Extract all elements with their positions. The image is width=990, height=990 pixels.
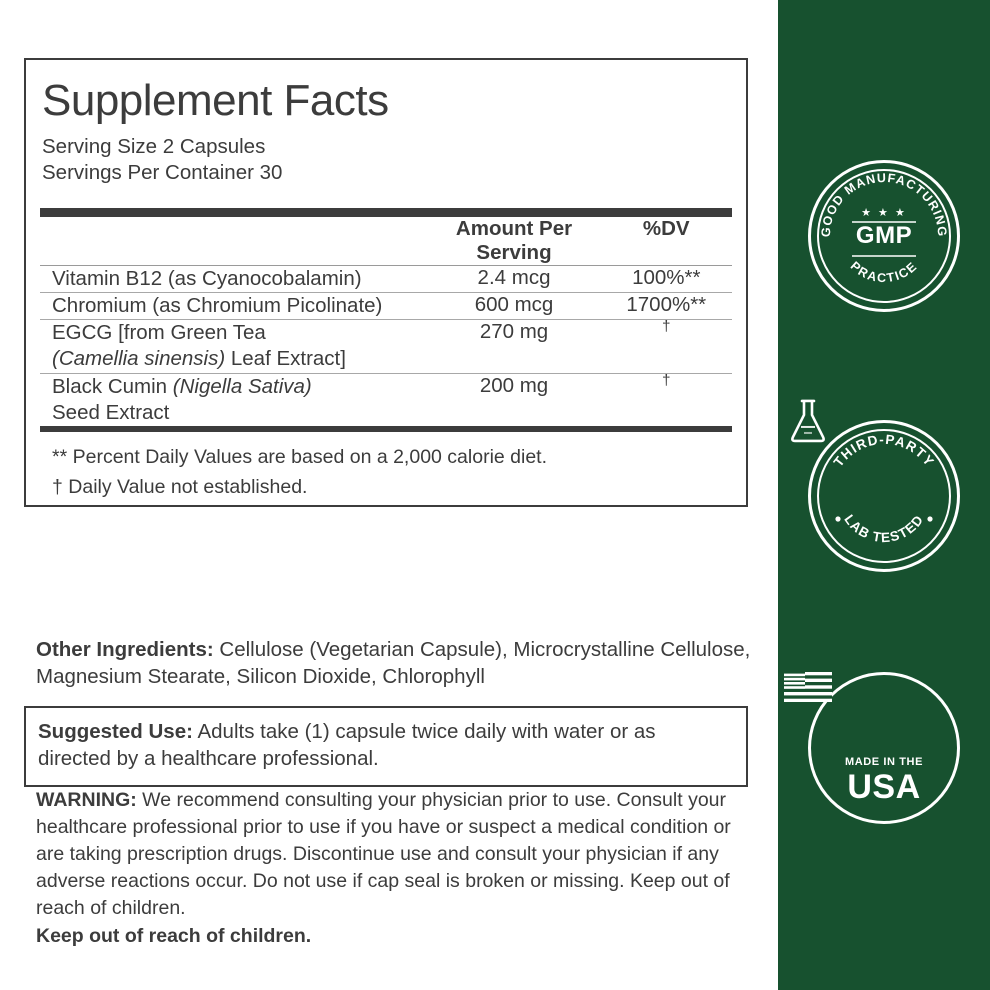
badge-column [778,0,990,990]
page-title: Supplement Facts [42,76,389,125]
lab-badge-graphic [808,420,960,572]
divider-thick-top [40,208,732,217]
table-row [40,374,732,426]
nutrient-amount: 600 mcg [474,292,554,316]
made-in-usa-badge [808,672,960,824]
header-dv: %DV [642,216,690,240]
lab-tested-badge [808,420,960,572]
nutrient-dv: 1700%** [626,292,707,316]
svg-text:THIRD-PARTY [831,432,938,470]
nutrient-botanical: (Camellia sinensis) [52,347,226,371]
nutrient-name: Vitamin B12 (as Cyanocobalamin) [52,266,362,290]
gmp-badge [808,160,960,312]
nutrient-dv: 100%** [632,265,701,289]
warning-text: We recommend consulting your physician prior to use. Consult your healthcare professional prior to use if you have or suspect a medical condition or are taking prescription drugs. Discontinue use and consult your physician if any adverse reactions occur. Do not use if cap seal is broken or missing. Keep out of reach of children. [36,789,731,920]
flask-icon [786,397,830,445]
gmp-center-label: GMP [855,222,913,249]
svg-text:★ ★ ★: ★ ★ ★ [861,207,907,219]
table-row [40,320,732,372]
gmp-arc-top: GOOD MANUFACTURING [818,170,950,238]
svg-text:PRACTICE [848,259,921,285]
table-row [40,293,732,319]
warning-label: WARNING: [36,789,137,811]
other-ingredients-label: Other Ingredients: [36,638,214,661]
lab-arc-top: THIRD-PARTY [830,431,938,470]
footnote-daily-value-basis: ** Percent Daily Values are based on a 2,000 calorie diet. [52,446,548,469]
header-nutrient [40,217,428,265]
keep-out-of-reach-text: Keep out of reach of children. [36,925,312,948]
warning-block [24,787,754,951]
nutrient-name-line2: Leaf Extract] [225,347,346,371]
made-in-the-label: MADE IN THE [844,756,924,768]
gmp-arc-bottom: PRACTICE [847,258,921,286]
serving-size: Serving Size 2 Capsules [42,135,266,159]
nutrition-table [40,217,732,265]
suggested-use-label: Suggested Use: [38,720,193,743]
nutrient-dv: † [662,318,671,336]
suggested-use-box [24,706,748,787]
svg-text:LAB TESTED [841,512,926,545]
usa-label: USA [847,768,921,806]
other-ingredients [24,636,754,691]
nutrient-name: EGCG [from Green Tea [52,321,266,345]
other-ingredients-text: Cellulose (Vegetarian Capsule), Microcrystalline Cellulose, Magnesium Stearate, Silicon Dioxide, Chlorophyll [36,638,751,689]
nutrient-amount: 2.4 mcg [477,265,551,289]
nutrient-name: Black Cumin [52,374,173,398]
nutrient-name: Chromium (as Chromium Picolinate) [52,293,383,317]
nutrient-amount: 270 mg [479,320,549,344]
nutrient-name-line2: Seed Extract [52,400,170,424]
servings-per-container: Servings Per Container 30 [42,161,283,185]
suggested-use-text: Adults take (1) capsule twice daily with water or as directed by a healthcare professional. [38,720,656,771]
nutrient-dv: † [662,371,671,389]
footnote-dagger: † Daily Value not established. [52,476,308,499]
header-amount: Amount Per Serving [455,216,573,264]
stars-icon [861,207,907,219]
lab-arc-bottom: LAB TESTED [841,511,927,546]
us-flag-icon [784,672,832,702]
nutrient-amount: 200 mg [479,373,549,397]
nutrient-botanical: (Nigella Sativa) [172,374,312,398]
table-header-row [40,217,732,265]
table-row [40,266,732,292]
supplement-facts-box [24,58,748,507]
